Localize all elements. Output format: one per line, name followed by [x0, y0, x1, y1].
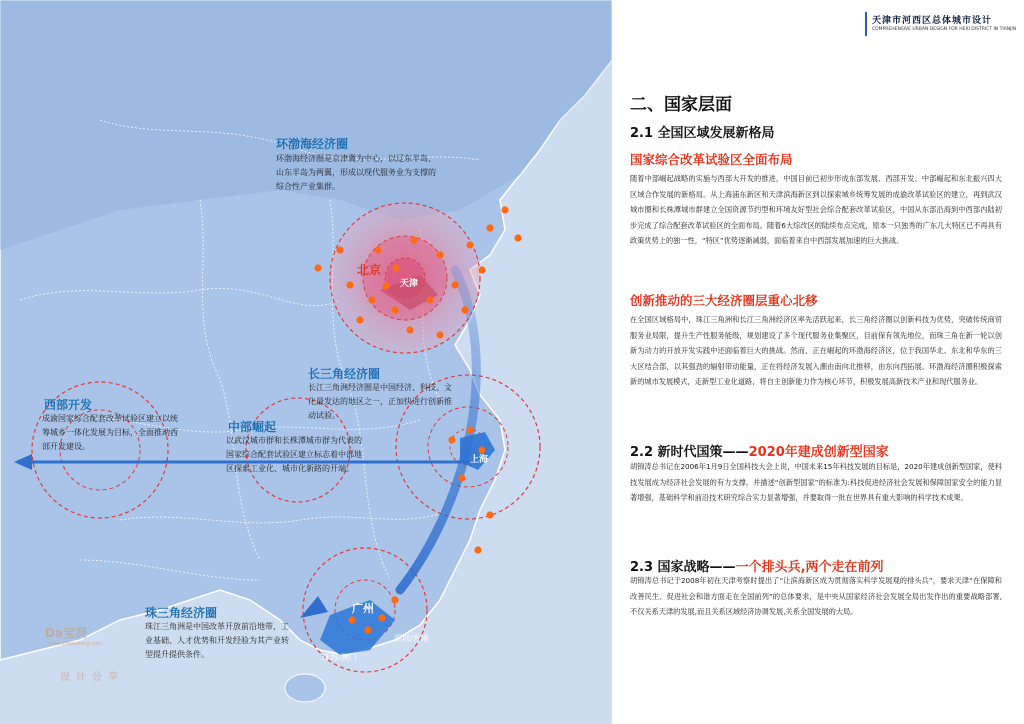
paragraph-reform-zones: 随着中部崛起战略的实施与西部大开发的推进，中国目前已初步形成东部发展、西部开发、中部崛起和东北振兴四大区域合作发展的新格局。从上海浦东新区和天津滨海新区到以探索城乡统筹发展的成渝改革试验区的建立，再到武汉城市圈和长株潭城市群建立全国资源节约型和环境友好型社会综合配套改革试验区，中国从东部沿海到中西部内陆初步完成了综合配套改革试验区的全面布局。随着6大综改区的陆续布点完成，原本一只独秀的广东几大特区已不再具有政策优势上的独一性，“特区”优势逐渐减弱，面临着来自中西部发展加速的巨大挑战。 — [630, 174, 1002, 245]
west-zone-text: 成渝国家综合配套改革试验区建立以统筹城乡一体化发展为目标，全面推动西部开发建设。 — [42, 414, 178, 451]
central-zone-title: 中部崛起 — [228, 420, 277, 434]
heading-2-2-highlight: 2020年建成创新型国家 — [748, 445, 889, 460]
text-panel — [612, 0, 1024, 724]
heading-2-3-highlight: 一个排头兵,两个走在前列 — [735, 560, 884, 575]
yangtze-zone-text: 长江三角洲经济圈是中国经济、科技、文化最发达的地区之一，正加快进行创新推动试验。 — [308, 383, 452, 420]
bohai-zone-title: 环渤海经济圈 — [276, 137, 349, 151]
city-label-guangzhou: 广州 — [352, 602, 374, 615]
header-accent-bar — [865, 12, 867, 36]
city-label-shanghai: 上海 — [470, 455, 489, 465]
central-zone-text: 以武汉城市群和长株潭城市群为代表的国家综合配套试验区建立标志着中部地区探索工业化、城市化新路的开端。 — [226, 436, 362, 473]
heading-2-2 — [630, 441, 889, 460]
city-label-tianjin: 天津 — [400, 279, 419, 289]
watermark-slogan: 设计分享 — [60, 672, 124, 683]
heading-2-1: 2.1 全国区域发展新格局 — [630, 126, 775, 141]
city-label-beijing: 北京 — [357, 263, 382, 277]
city-label-zhuhai-macau: 珠海/澳门 — [322, 653, 357, 662]
document-title: 天津市河西区总体城市设计 — [872, 16, 993, 26]
heading-2-3-prefix: 2.3 国家战略—— — [630, 560, 736, 575]
watermark-url: www.d8baodong.com — [48, 641, 102, 647]
west-zone-title: 西部开发 — [44, 398, 93, 412]
hainan-island — [285, 674, 325, 702]
heading-reform-zones: 国家综合改革试验区全面布局 — [630, 152, 793, 167]
city-label-shenzhen-hongkong: 深圳/香港 — [394, 634, 429, 643]
paragraph-2-3: 胡锦涛总书记于2008年初在天津考察时提出了“让滨海新区成为贯彻落实科学发展观的排头兵”，要求天津“在保障和改善民生、促进社会和谐方面走在全国前列”的总体要求，是中央从国家经济社会发展全局出发作出的重要战略部署,不仅关系天津的发展,而且关系区域经济协调发展,关系全国发展的大局。 — [630, 576, 1002, 616]
prd-zone-title: 珠三角经济圈 — [145, 606, 218, 620]
watermark-brand: Da宝洞 — [45, 626, 88, 640]
document-subtitle: COMPREHENSIVE URBAN DESIGN FOR HEXI DISTRICT IN TIANJIN — [872, 27, 1017, 32]
prd-zone-text: 珠江三角洲是中国改革开放前沿地带，工业基础、人才优势和开发经验为其产业转型提升提供条件。 — [145, 622, 289, 659]
yangtze-zone-title: 长三角经济圈 — [308, 367, 381, 381]
paragraph-2-2: 胡锦涛总书记在2006年1月9日全国科技大会上说，中国未来15年科技发展的目标是，2020年建成创新型国家，使科技发展成为经济社会发展的有力支撑。并描述“创新型国家”的标准为:科技促进经济社会发展和保障国家安全的能力显著增强，基础科学和前沿技术研究综合实力显著增强，并要取得一批在世界具有重大影响的科学技术成果。 — [630, 462, 1002, 502]
heading-2-2-prefix: 2.2 新时代国策—— — [630, 445, 749, 460]
paragraph-three-circles: 在全国区域格局中，珠江三角洲和长江三角洲经济区率先活跃起来，长三角经济圈以创新科技为优势，突破传统商贸服务业局限，提升生产性服务能级，规划建设了多个现代服务业集聚区，目前保有领先地位，而珠三角在新一轮以创新为动力的开放开发实践中还面临着巨大的挑战。然而，正在崛起的环渤海经济区，位于我国华北、东北和华东的三大区结合部，以其强劲的辐射带动能量，正在将经济发展入潮由南向北推移，由东向西拓展。环渤海经济圈积极探索新的城市发展模式，走新型工业化道路，将自主创新能力作为核心环节，积极发展高新技术产业和现代服务业。 — [630, 315, 1002, 386]
section-heading-national: 二、国家层面 — [630, 95, 732, 115]
heading-three-circles: 创新推动的三大经济圈层重心北移 — [630, 293, 818, 308]
bohai-zone-text: 环渤海经济圈是京津冀为中心，以辽东半岛、山东半岛为两翼，形成以现代服务业为支撑的综合性产业集群。 — [276, 154, 436, 191]
